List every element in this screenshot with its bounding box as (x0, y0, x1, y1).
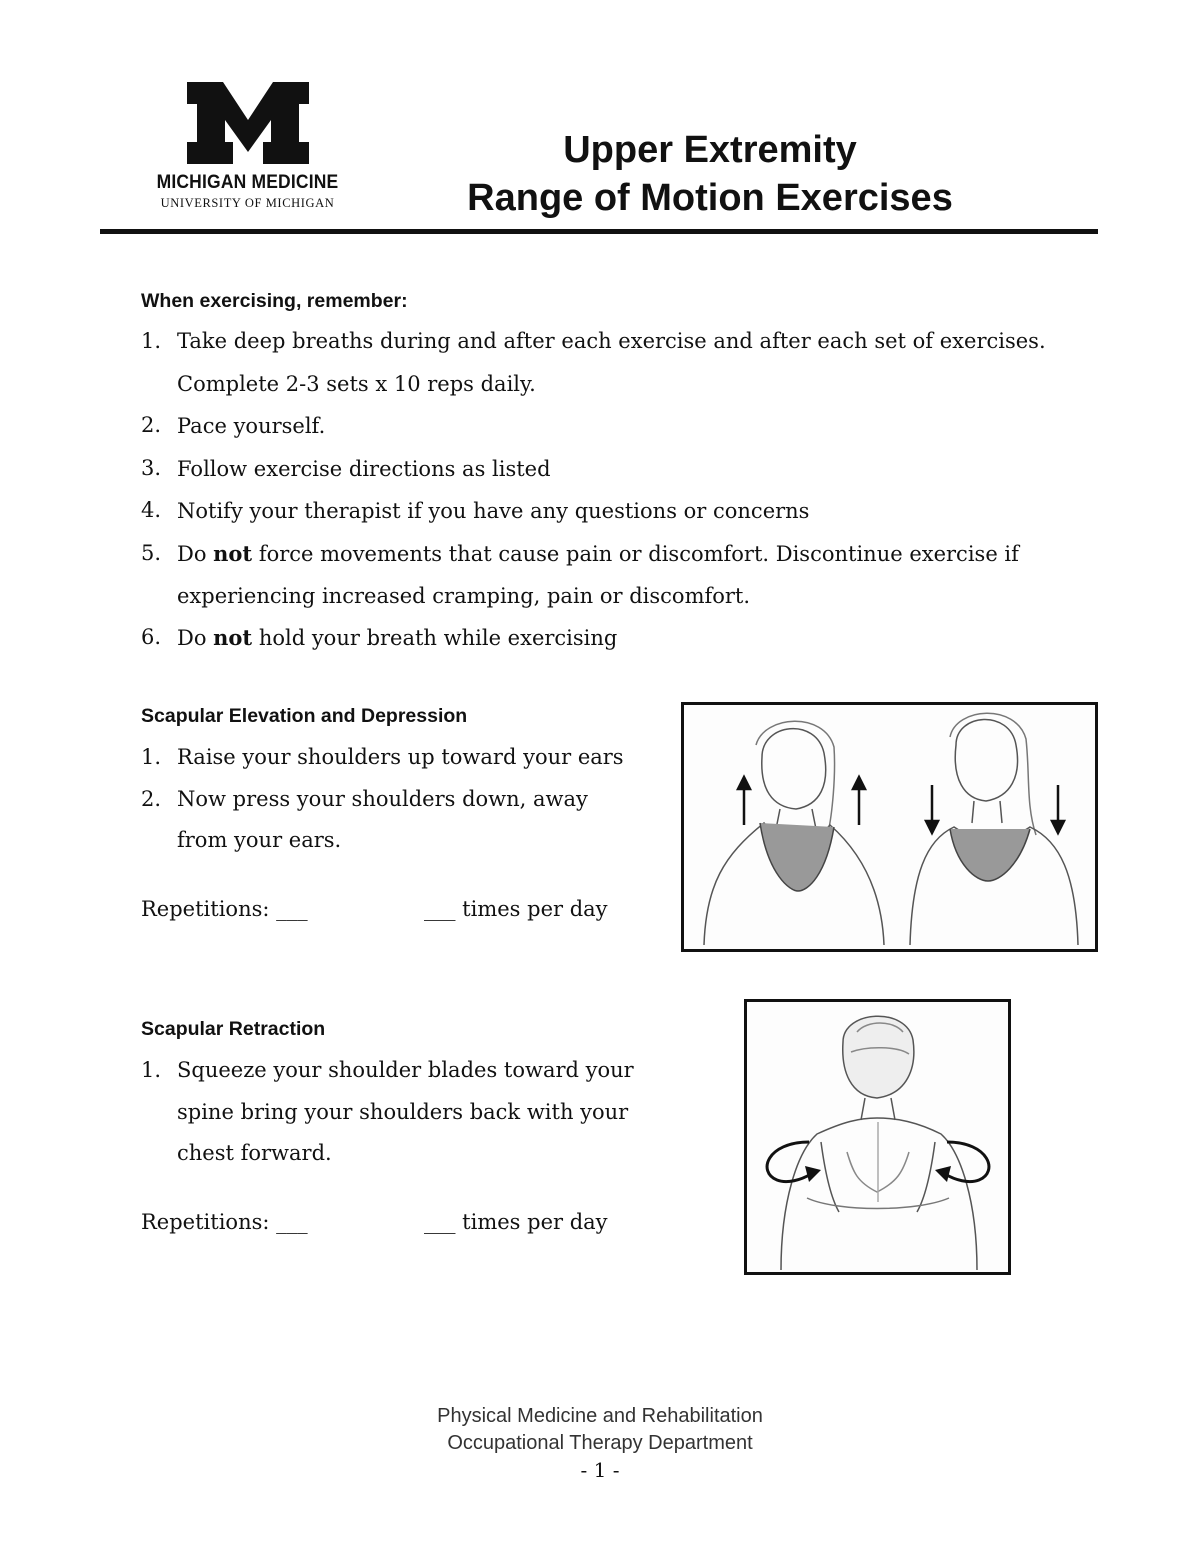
list-text: Follow exercise directions as listed (177, 456, 551, 481)
list-text: Now press your shoulders down, away from your ears. (177, 786, 588, 853)
list-number: 1. (141, 329, 162, 353)
list-text: Do (177, 626, 214, 651)
list-number: 4. (141, 498, 162, 523)
michigan-medicine-logo (140, 82, 355, 211)
emphasis-not: not (213, 540, 253, 566)
footer-subdepartment: Occupational Therapy Department (447, 1432, 753, 1454)
intro-heading: When exercising, remember: (141, 290, 408, 312)
list-item (141, 405, 1071, 448)
title-line-2: Range of Motion Exercises (467, 177, 953, 219)
exercise-2-steps (141, 1050, 681, 1175)
emphasis-not: not (213, 625, 253, 651)
exercise-1-repetitions (141, 897, 608, 921)
list-number: 2. (141, 413, 162, 438)
list-item: 6. Do not hold your breath while exercising (141, 617, 1071, 660)
title-line-1: Upper Extremity (563, 129, 857, 171)
brand-subtitle: UNIVERSITY OF MICHIGAN (160, 196, 335, 210)
list-number: 3. (141, 455, 162, 480)
intro-list (141, 321, 1071, 660)
list-item: 5. Do not force movements that cause pain or discomfort. Discontinue exercise if experiencing increased cramping, pain or discomfort. (141, 533, 1071, 617)
page-title (420, 126, 1000, 222)
list-text: Raise your shoulders up toward your ears (177, 745, 624, 769)
times-per-day-label: ___ times per day (424, 1210, 608, 1234)
times-per-day-label: ___ times per day (424, 897, 608, 921)
list-text: Squeeze your shoulder blades toward your spine bring your shoulders back with your chest forward. (177, 1058, 634, 1166)
header-divider (100, 229, 1098, 234)
page-number: - 1 - (580, 1458, 620, 1482)
exercise-1-steps (141, 737, 661, 862)
list-text: Notify your therapist if you have any questions or concerns (177, 499, 810, 524)
list-item (141, 490, 1071, 533)
list-item (141, 737, 661, 779)
list-text: Do (177, 541, 214, 566)
scapular-retraction-illustration (747, 1002, 1008, 1272)
elevation-depression-illustration (684, 705, 1095, 949)
exercise-1-heading: Scapular Elevation and Depression (141, 705, 468, 727)
list-number: 5. (141, 540, 162, 565)
block-m-logo-icon (187, 82, 309, 164)
list-text: Pace yourself. (177, 414, 326, 439)
page-footer (300, 1403, 900, 1484)
list-item (141, 321, 1071, 405)
repetitions-label: Repetitions: ___ (141, 1210, 308, 1234)
exercise-2-heading: Scapular Retraction (141, 1018, 326, 1040)
brand-name: MICHIGAN MEDICINE (156, 172, 339, 193)
list-item (141, 779, 661, 862)
footer-department: Physical Medicine and Rehabilitation (437, 1405, 763, 1427)
list-item (141, 1050, 681, 1175)
list-item (141, 448, 1071, 491)
list-number: 6. (141, 625, 162, 650)
exercise-2-repetitions (141, 1210, 608, 1234)
repetitions-label: Repetitions: ___ (141, 897, 308, 921)
list-number: 1. (141, 745, 162, 769)
list-text: Take deep breaths during and after each exercise and after each set of exercises. Complete 2-3 sets x 10 reps daily. (177, 329, 1046, 396)
list-number: 2. (141, 786, 162, 811)
elevation-depression-photo (681, 702, 1098, 952)
list-number: 1. (141, 1058, 162, 1082)
scapular-retraction-photo (744, 999, 1011, 1275)
